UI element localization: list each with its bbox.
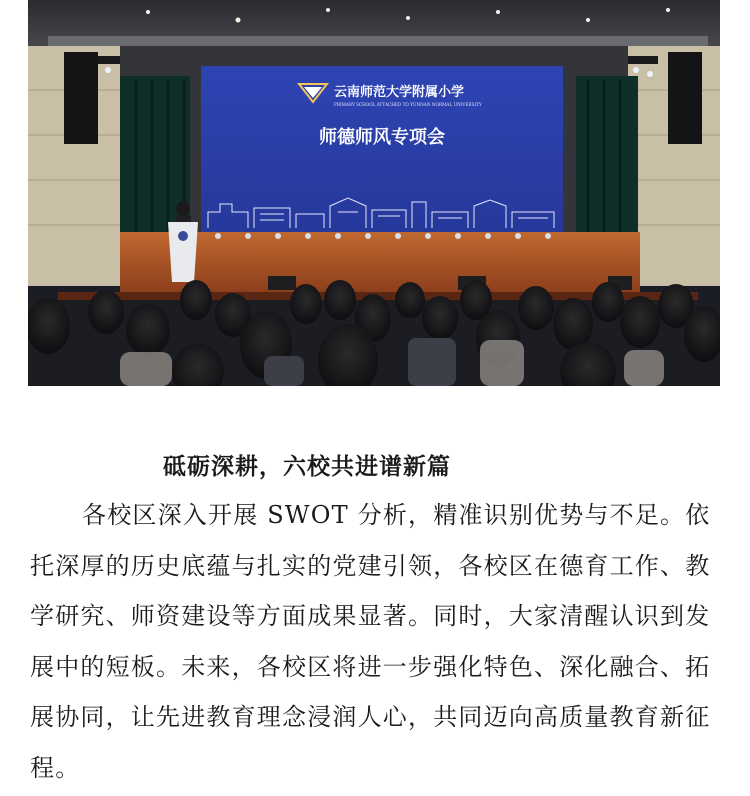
article-paragraph-text: 各校区深入开展 SWOT 分析，精准识别优势与不足。依托深厚的历史底蕴与扎实的党建引领，各校区在德育工作、教学研究、师资建设等方面成果显著。同时，大家清醒认识到发展中的短板。未来，各校区将进一步强化特色、深化融合、拓展协同，让先进教育理念浸润人心，共同迈向高质量教育新征程。 xyxy=(30,501,711,782)
right-speaker xyxy=(668,52,702,144)
screen-meeting-title: 师德师风专项会 xyxy=(319,127,445,148)
article-paragraph xyxy=(30,490,722,793)
screen-school-name-en: PRIMARY SCHOOL ATTACHED TO YUNNAN NORMAL UNIVERSITY xyxy=(334,102,482,107)
screen-school-name: 云南师范大学附属小学 xyxy=(334,85,465,100)
meeting-photo xyxy=(28,0,720,386)
left-speaker xyxy=(64,52,98,144)
article-heading: 砥砺深耕，六校共进谱新篇 xyxy=(163,453,451,480)
